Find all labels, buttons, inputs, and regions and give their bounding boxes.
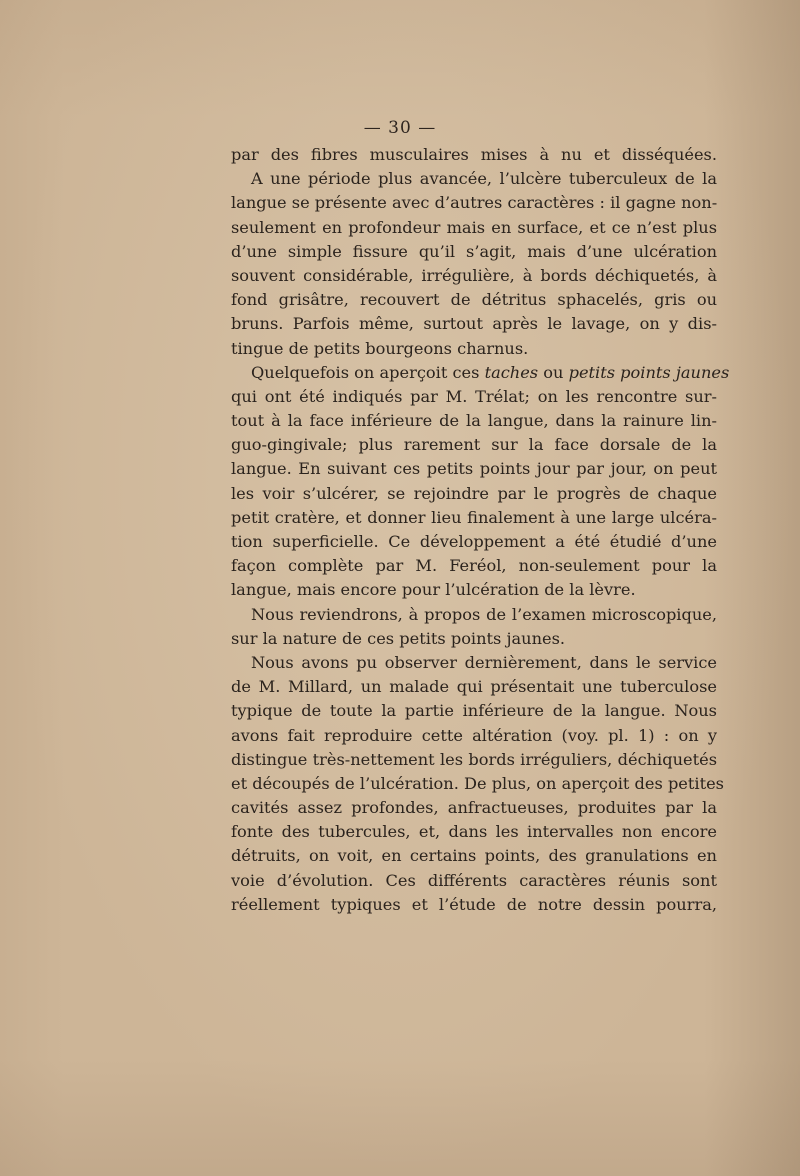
text-line: langue se présente avec d’autres caractères : il gagne non-: [231, 193, 718, 213]
text-line: typique de toute la partie inférieure de la langue. Nous: [231, 701, 717, 721]
text-line: bruns. Parfois même, surtout après le lavage, on y dis-: [231, 314, 717, 334]
text-line: Nous reviendrons, à propos de l’examen microscopique,: [251, 604, 717, 624]
text-line: souvent considérable, irrégulière, à bords déchiquetés, à: [231, 265, 717, 285]
text-line: fonte des tubercules, et, dans les intervalles non encore: [231, 822, 717, 842]
italic-phrase: petits points jaunes: [568, 362, 730, 382]
text-line: Nous avons pu observer dernièrement, dans le service: [251, 652, 717, 672]
text-line: avons fait reproduire cette altération (voy. pl. 1) : on y: [231, 725, 717, 745]
text-segment: ou: [538, 362, 569, 382]
text-line: d’une simple fissure qu’il s’agit, mais d’une ulcération: [231, 241, 717, 261]
text-line: A une période plus avancée, l’ulcère tuberculeux de la: [251, 169, 717, 189]
italic-phrase: taches: [484, 362, 539, 382]
page-number: — 30 —: [363, 118, 437, 138]
text-line: distingue très-nettement les bords irréguliers, déchiquetés: [231, 749, 717, 769]
text-line: par des fibres musculaires mises à nu et disséquées.: [231, 145, 717, 164]
text-line: et découpés de l’ulcération. De plus, on aperçoit des petites: [231, 773, 724, 793]
text-line: qui ont été indiqués par M. Trélat; on les rencontre sur-: [231, 386, 717, 406]
text-line: langue. En suivant ces petits points jour par jour, on peut: [231, 459, 717, 479]
text-line: seulement en profondeur mais en surface, et ce n’est plus: [231, 217, 717, 237]
text-line: les voir s’ulcérer, se rejoindre par le progrès de chaque: [231, 483, 717, 503]
body-text: [231, 143, 730, 917]
text-line: guo-gingivale; plus rarement sur la face dorsale de la: [231, 435, 717, 455]
text-line: sur la nature de ces petits points jaunes.: [231, 628, 566, 648]
text-line: de M. Millard, un malade qui présentait une tuberculose: [231, 677, 717, 697]
text-line: fond grisâtre, recouvert de détritus sphacelés, gris ou: [231, 290, 717, 310]
text-line: détruits, on voit, en certains points, des granulations en: [231, 846, 717, 866]
text-line: tion superficielle. Ce développement a été étudié d’une: [231, 532, 717, 551]
text-line: tingue de petits bourgeons charnus.: [231, 338, 529, 358]
text-line: [231, 361, 730, 385]
text-line: petit cratère, et donner lieu finalement à une large ulcéra-: [231, 507, 717, 527]
text-line: tout à la face inférieure de la langue, dans la rainure lin-: [231, 411, 717, 431]
text-line: réellement typiques et l’étude de notre dessin pourra,: [231, 894, 717, 914]
text-line: façon complète par M. Feréol, non-seulement pour la: [231, 556, 717, 576]
text-line: langue, mais encore pour l’ulcération de la lèvre.: [231, 580, 636, 600]
text-line: voie d’évolution. Ces différents caractères réunis sont: [231, 870, 717, 890]
text-segment: Quelquefois on aperçoit ces: [251, 362, 485, 382]
text-line: cavités assez profondes, anfractueuses, produites par la: [231, 798, 717, 818]
